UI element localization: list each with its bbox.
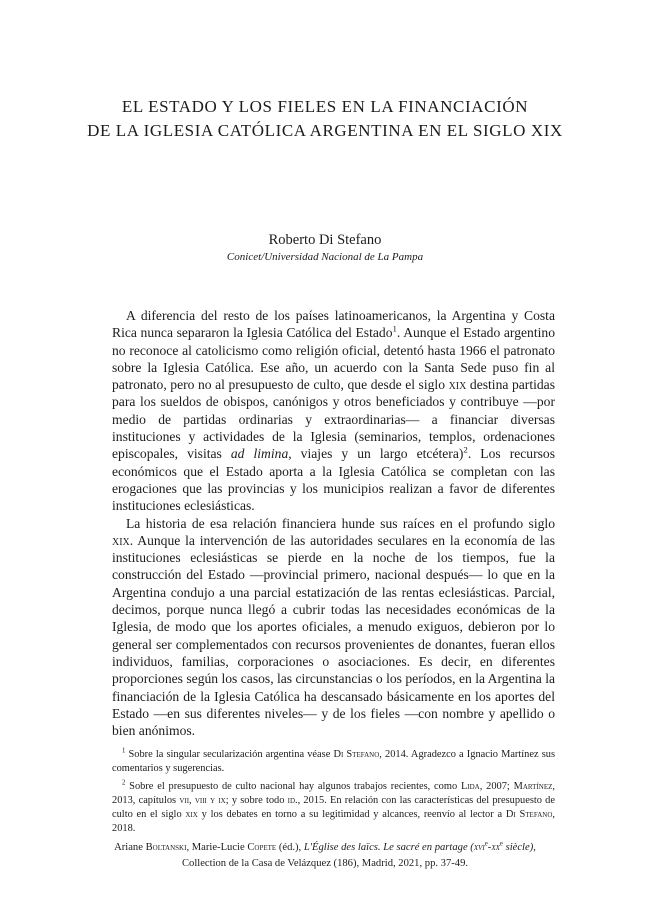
- footnote-2: $^2$ Sobre el presupuesto de culto nacional hay algunos trabajos recientes, como Lida, 2007; Martínez, 2013, capítulos vii, viii y ix; y sobre todo id., 2015. En relación con las características del presupuesto de culto en el siglo xix y los debates en torno a su legitimidad y alcances, reenvío al lector a Di Stefano, 2018.: [112, 779, 555, 834]
- title-line-1: EL ESTADO Y LOS FIELES EN LA FINANCIACIÓN: [121, 97, 529, 116]
- citation: [60, 840, 590, 872]
- citation-line-1: Ariane Boltanski, Marie-Lucie Copete (éd.), L'Église des laïcs. Le sacré en partage ($xvi^e-xx^e$ siècle),: [114, 840, 536, 853]
- article-title: [60, 95, 590, 143]
- footnote-1: $^1$ Sobre la singular secularización argentina véase Di Stefano, 2014. Agradezco a Ignacio Martínez sus comentarios y sugerencias.: [112, 747, 555, 774]
- footnote-ref-2[interactable]: 2: [463, 444, 468, 455]
- author-affiliation: Conicet/Universidad Nacional de La Pampa: [226, 251, 424, 263]
- title-line-2: DE LA IGLESIA CATÓLICA ARGENTINA EN EL SIGLO XIX: [87, 121, 563, 140]
- footnotes: [112, 748, 555, 836]
- paragraph-1: A diferencia del resto de los países latinoamericanos, la Argentina y Costa Rica nunca separaron la Iglesia Católica del Estado$^1$. Aunque el Estado argentino no reconoce al catolicismo como religión oficial, detentó hasta 1966 el patronato sobre la Iglesia Católica. Ese año, un acuerdo con la Santa Sede puso fin al patronato, pero no al presupuesto de culto, que desde el siglo xix destina partidas para los sueldos de obispos, canónigos y otros beneficiados y contribuye —por medio de partidas ordinarias y extraordinarias— a financiar diversas instituciones y actividades de la Iglesia (seminarios, templos, ordenaciones episcopales, visitas ad limina, viajes y un largo etcétera)$^2$. Los recursos económicos que el Estado aporta a la Iglesia Católica se completan con las erogaciones que las provincias y los municipios realizan a favor de diferentes instituciones eclesiásticas.: [112, 308, 555, 514]
- citation-line-2: Collection de la Casa de Velázquez (186), Madrid, 2021, pp. 37-49.: [181, 858, 469, 869]
- paragraph-2: La historia de esa relación financiera hunde sus raíces en el profundo siglo xix. Aunque la intervención de las autoridades seculares en la economía de las instituciones eclesiásticas se pierde en la noche de los tiempos, fue la construcción del Estado —provincial primero, nacional después— lo que en la Argentina condujo a una parcial estatización de las rentas eclesiásticas. Parcial, decimos, porque nunca llegó a cubrir todas las necesidades económicas de la Iglesia, de modo que los aportes oficiales, a menudo exiguos, debieron por lo general ser complementados con recursos provenientes de donantes, fueran ellos individuos, familias, corporaciones o asociaciones. Es decir, en diferentes proporciones según los casos, las circunstancias o los períodos, en la Argentina la financiación de la Iglesia Católica ha descansado básicamente en los aportes del Estado —en sus diferentes niveles— y de los fieles —con nombre y apellido o bien anónimos.: [112, 515, 555, 739]
- footnote-ref-1[interactable]: 1: [392, 323, 397, 334]
- author-name: Roberto Di Stefano: [268, 232, 382, 248]
- article-body: [112, 307, 555, 739]
